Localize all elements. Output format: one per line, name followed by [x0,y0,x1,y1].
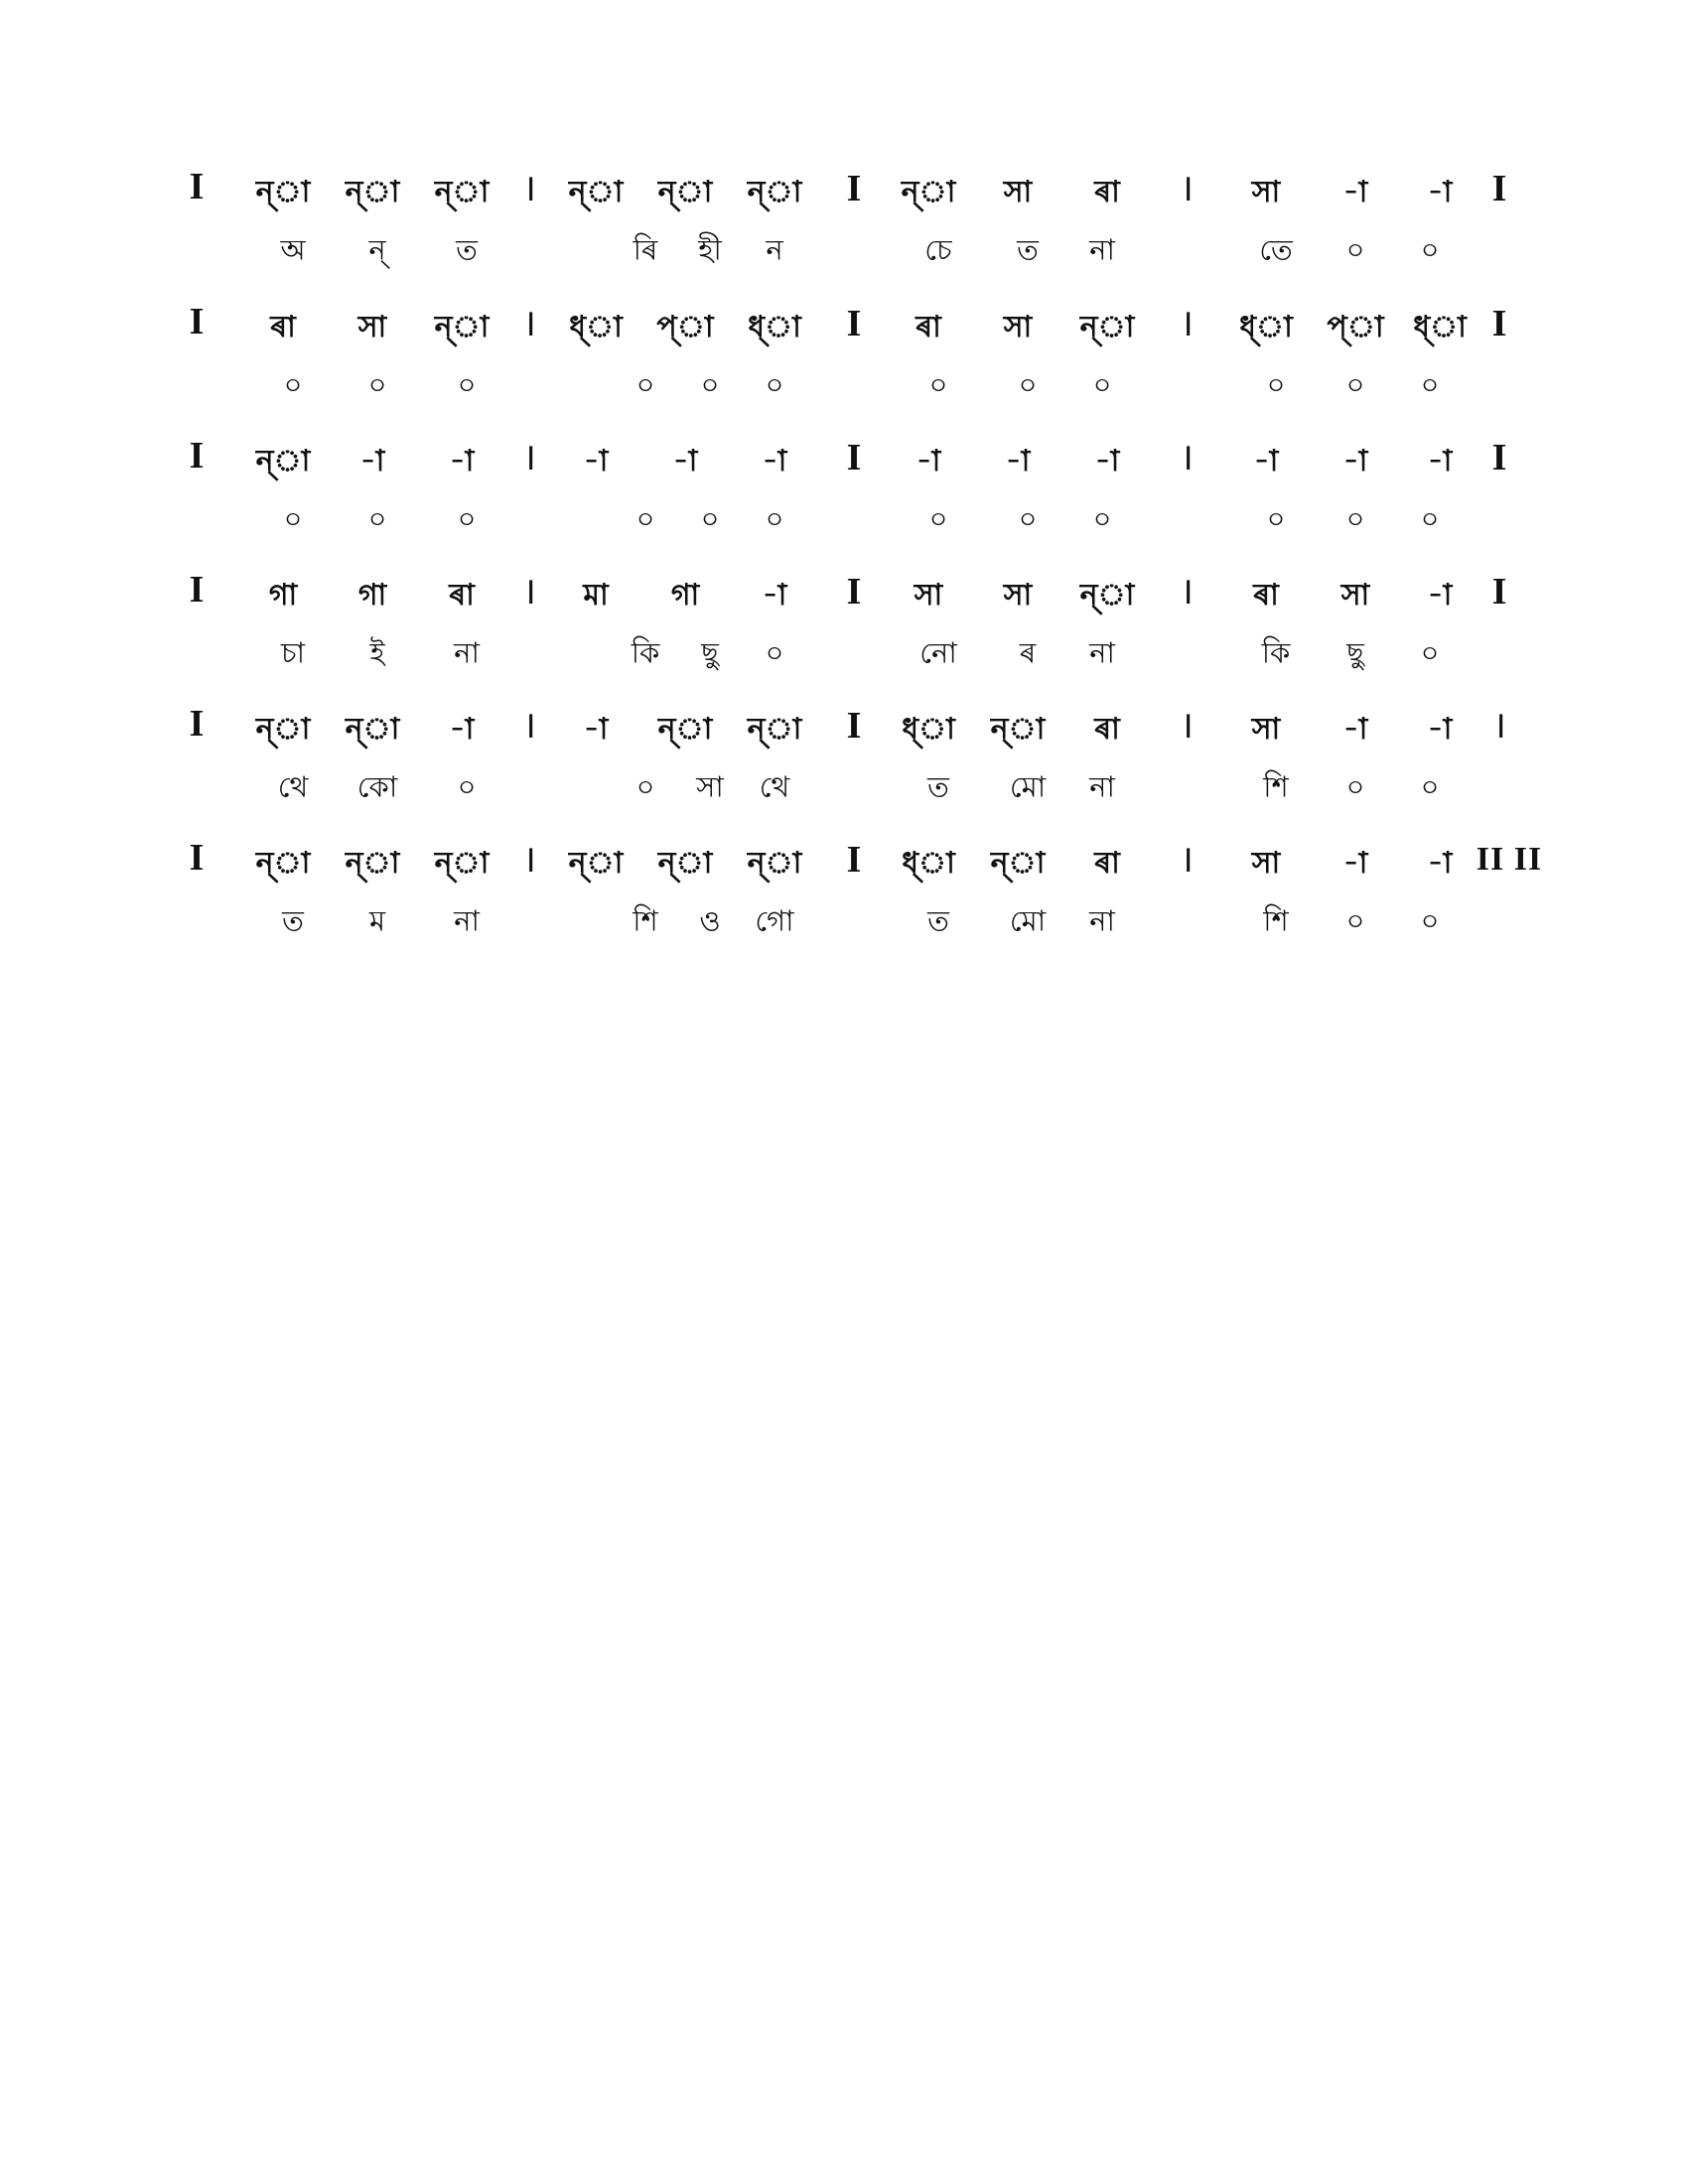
measure-barline: । [1179,303,1195,344]
lyric-syllable: গো [755,903,794,938]
measure-barline: । [1179,437,1195,478]
section-barline: I [846,437,862,478]
lyric-syllable: ০ [765,501,784,536]
swara-note: ন্া [657,175,713,209]
notation-sheet [0,0,1688,993]
swara-note: মা [583,578,609,613]
swara-note: সা [1251,846,1281,881]
swara-note: ন্া [255,175,311,209]
swara-note: ন্া [990,712,1046,747]
lyric-syllable: ০ [700,367,720,402]
measure-barline: । [521,705,537,747]
swara-note: গা [670,578,700,613]
section-barline: I [846,303,862,344]
measure-barline: । [1179,705,1195,747]
swara-note: -া [1005,444,1031,478]
swara-note: ন্া [434,310,490,344]
lyric-syllable: না [454,903,480,938]
lyric-syllable: ০ [635,769,655,804]
swara-note: ন্া [657,712,713,747]
lyric-syllable: ই [369,635,385,670]
swara-note: ৰা [270,310,296,344]
lyric-syllable: ত [927,769,949,804]
lyric-syllable: মো [1009,903,1047,938]
swara-note: ন্া [345,712,400,747]
swara-note: ন্া [1079,310,1135,344]
swara-note: ৰা [449,578,475,613]
lyric-syllable: ০ [1266,367,1286,402]
lyric-syllable: কো [356,769,398,804]
lyric-syllable: সা [696,769,724,804]
swara-note: প্া [656,310,714,344]
lyric-syllable: তে [1259,232,1293,267]
lyric-syllable: ত [282,903,304,938]
swara-note: -া [583,712,609,747]
swara-note: ন্া [901,175,956,209]
swara-note: -া [1342,712,1368,747]
swara-note: -া [1427,846,1453,881]
lyric-syllable: ০ [283,367,303,402]
opening-barline: I [189,569,205,611]
lyric-syllable: ০ [1420,232,1440,267]
swara-note: সা [1003,175,1033,209]
swara-note: ন্া [657,846,713,881]
measure-barline: । [521,839,537,881]
swara-note: ন্া [255,846,311,881]
lyric-syllable: ০ [457,501,477,536]
swara-note: ধ্া [748,310,801,344]
lyric-syllable: না [1089,232,1115,267]
swara-note: ৰা [1094,846,1120,881]
final-barline: II II [1476,841,1543,878]
lyric-syllable: ৰ [1019,635,1037,670]
lyric-syllable: ০ [1092,367,1112,402]
swara-note: ন্া [747,846,802,881]
measure-barline: । [1179,571,1195,613]
swara-note: ৰা [1253,578,1279,613]
swara-note: ন্া [255,712,311,747]
swara-note: -া [1427,712,1453,747]
swara-note: প্া [1327,310,1384,344]
lyric-syllable: থে [277,769,309,804]
swara-note: ন্া [747,175,802,209]
section-barline: I [1491,303,1507,344]
swara-note: -া [1342,444,1368,478]
lyric-syllable: ০ [700,501,720,536]
swara-note: ৰা [1094,175,1120,209]
lyric-syllable: ০ [1420,367,1440,402]
lyric-syllable: ০ [367,501,387,536]
section-barline: I [846,168,862,209]
lyric-syllable: ত [927,903,949,938]
measure-barline: । [521,303,537,344]
lyric-syllable: ত [456,232,478,267]
lyric-syllable: ০ [457,769,477,804]
lyric-syllable: ০ [1345,769,1365,804]
swara-note: -া [359,444,385,478]
opening-barline: I [189,703,205,745]
swara-note: ন্া [434,175,490,209]
measure-barline: । [521,437,537,478]
section-barline: I [1491,437,1507,478]
section-barline: I [846,571,862,613]
lyric-syllable: না [1089,903,1115,938]
lyric-syllable: শি [633,903,658,938]
lyric-syllable: ছু [701,635,719,670]
swara-note: -া [915,444,941,478]
lyric-syllable: থে [759,769,790,804]
swara-note: ন্া [990,846,1046,881]
swara-note: -া [762,578,787,613]
lyric-syllable: মো [1009,769,1047,804]
lyric-syllable: ০ [1345,903,1365,938]
lyric-syllable: ন [766,232,783,267]
swara-note: সা [1251,175,1281,209]
opening-barline: I [189,837,205,879]
swara-note: ন্া [345,175,400,209]
swara-note: ধ্া [902,846,955,881]
section-barline: I [846,705,862,747]
lyric-syllable: ০ [457,367,477,402]
opening-barline: I [189,435,205,477]
measure-barline: । [1179,839,1195,881]
swara-note: গা [357,578,387,613]
lyric-syllable: ম [368,903,386,938]
swara-note: -া [449,712,475,747]
swara-note: ৰা [1094,712,1120,747]
swara-note: ধ্া [1413,310,1467,344]
swara-note: -া [449,444,475,478]
swara-note: -া [1427,175,1453,209]
swara-note: ন্া [345,846,400,881]
section-barline: I [1491,168,1507,209]
lyric-syllable: ০ [1266,501,1286,536]
section-barline: I [846,839,862,881]
measure-barline: । [521,571,537,613]
swara-note: -া [583,444,609,478]
lyric-syllable: ০ [1420,769,1440,804]
swara-note: ন্া [255,444,311,478]
swara-note: -া [1342,175,1368,209]
lyric-syllable: না [1089,769,1115,804]
lyric-syllable: চা [280,635,306,670]
swara-note: -া [762,444,787,478]
lyric-syllable: ০ [283,501,303,536]
lyric-syllable: হী [698,232,722,267]
lyric-syllable: চে [924,232,952,267]
lyric-syllable: ৰি [633,232,658,267]
lyric-syllable: ত [1017,232,1039,267]
lyric-syllable: ০ [1345,501,1365,536]
swara-note: ন্া [747,712,802,747]
swara-note: ন্া [1079,578,1135,613]
lyric-syllable: অ [280,232,306,267]
swara-note: -া [1253,444,1279,478]
swara-note: সা [1003,310,1033,344]
lyric-syllable: নো [919,635,957,670]
swara-note: -া [1342,846,1368,881]
lyric-syllable: কি [1261,635,1291,670]
section-barline: I [1491,571,1507,613]
swara-note: সা [1003,578,1033,613]
swara-note: -া [1427,444,1453,478]
lyric-syllable: ছু [1346,635,1364,670]
swara-note: সা [1340,578,1370,613]
measure-barline: । [521,168,537,209]
lyric-syllable: কি [631,635,660,670]
lyric-syllable: ০ [1345,367,1365,402]
lyric-syllable: ও [699,903,721,938]
lyric-syllable: ০ [928,501,948,536]
swara-note: সা [357,310,387,344]
swara-note: সা [1251,712,1281,747]
lyric-syllable: ০ [1018,501,1038,536]
lyric-syllable: না [1089,635,1115,670]
swara-note: ৰা [915,310,941,344]
opening-barline: I [189,166,205,207]
lyric-syllable: না [454,635,480,670]
lyric-syllable: ০ [1420,501,1440,536]
swara-note: ধ্া [569,310,623,344]
lyric-syllable: ০ [1018,367,1038,402]
lyric-syllable: ০ [928,367,948,402]
swara-note: ন্া [568,846,624,881]
lyric-syllable: ০ [1345,232,1365,267]
lyric-syllable: ০ [367,367,387,402]
opening-barline: I [189,301,205,342]
swara-note: -া [1427,578,1453,613]
swara-note: ন্া [568,175,624,209]
swara-note: ধ্া [902,712,955,747]
swara-note: -া [1094,444,1120,478]
swara-note: ধ্া [1239,310,1293,344]
swara-note: -া [672,444,698,478]
measure-barline: । [1179,168,1195,209]
lyric-syllable: ০ [1420,635,1440,670]
lyric-syllable: ০ [635,501,655,536]
lyric-syllable: ০ [1420,903,1440,938]
lyric-syllable: ০ [765,367,784,402]
swara-note: ন্া [434,846,490,881]
lyric-syllable: শি [1263,903,1289,938]
lyric-syllable: ০ [765,635,784,670]
lyric-syllable: ন্ [368,232,386,267]
lyric-syllable: ০ [635,367,655,402]
swara-note: গা [268,578,298,613]
lyric-syllable: শি [1263,769,1289,804]
measure-barline: । [1491,705,1507,747]
swara-note: সা [914,578,943,613]
lyric-syllable: ০ [1092,501,1112,536]
